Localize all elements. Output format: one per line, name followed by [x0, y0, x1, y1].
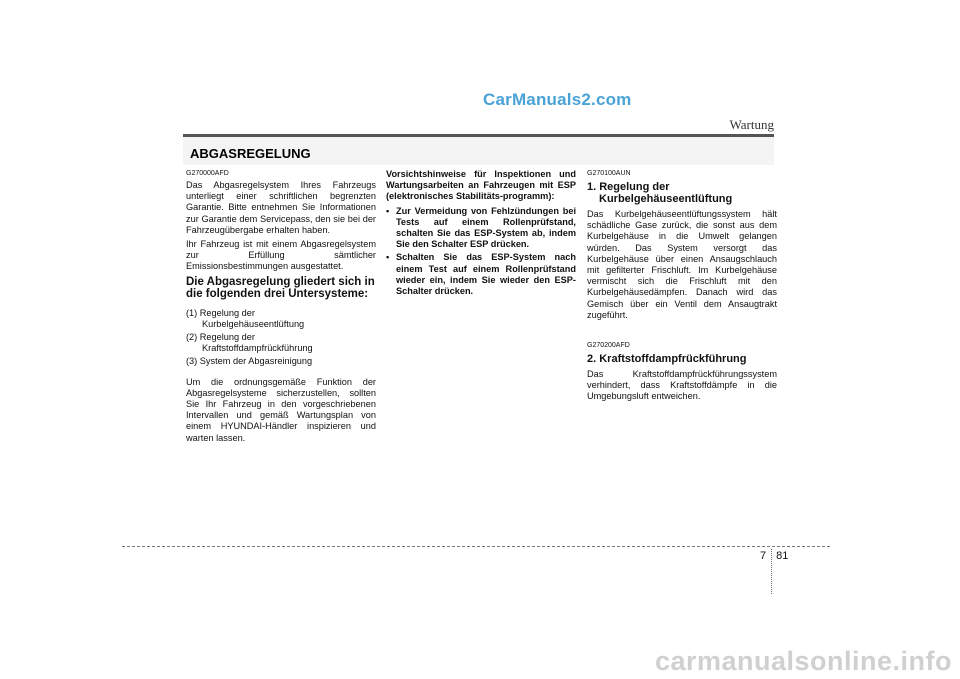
paragraph-evap: Das Kraftstoffdampfrückführungssystem verhindert, dass Kraftstoffdämpfe in die Umgebungsluft entweichen.	[587, 369, 777, 402]
crankcase-heading-line2: Kurbelgehäuseentlüftung	[599, 193, 733, 205]
paragraph-warranty: Das Abgasregelsystem Ihres Fahrzeugs unterliegt einer schriftlichen begrenzten Garantie. Bitte entnehmen Sie Informationen zur Garantie dem Servicepass, den sie bei der Fahrzeugübergabe erhalten haben.	[186, 180, 376, 235]
list-item	[186, 332, 376, 354]
list-item	[186, 308, 376, 330]
column-left	[186, 169, 376, 447]
crankcase-heading	[587, 181, 777, 205]
chapter-title: ABGASREGELUNG	[190, 146, 311, 161]
page-number-value: 81	[776, 550, 789, 562]
list-item	[186, 356, 376, 367]
list-item-label: (2) Regelung der	[186, 332, 255, 343]
doc-code: G270000AFD	[186, 170, 229, 177]
chapter-number: 7	[760, 550, 767, 562]
evap-heading: 2. Kraftstoffdampfrückführung	[587, 353, 747, 366]
paragraph-maintenance: Um die ordnungsgemäße Funktion der Abgasregelsysteme sicherzustellen, sollten Sie Ihr Fahrzeug in den vorgeschriebenen Intervallen und gemäß Wartungsplan von einem HYUNDAI-Händler inspizieren und warten lassen.	[186, 376, 376, 443]
column-right	[587, 169, 777, 406]
paragraph-crankcase: Das Kurbelgehäuseentlüftungssystem hält schädliche Gase zurück, die sonst aus dem Kurbelgehäuse in die Umwelt gelangen würden. Das System versorgt das Kurbelgehäuse über einen Ansaugschlauch mit gefilterter Frischluft. Im Kurbelgehäuse vermischt sich die Frischluft mit den Kurbelgehäusedämpfen. Danach wird das Gemisch über ein Ventil dem Ansaugtrakt zugeführt.	[587, 209, 777, 320]
list-item-label: (3) System der Abgasreinigung	[186, 356, 313, 367]
esp-intro: Vorsichtshinweise für Inspektionen und Wartungsarbeiten an Fahrzeugen mit ESP (elektronisches Stabilitäts-programm):	[386, 169, 576, 202]
footer-rule	[122, 546, 830, 547]
list-item-cont: Kraftstoffdampfrückführung	[202, 343, 313, 354]
esp-bullets	[386, 206, 576, 298]
list-item-cont: Kurbelgehäuseentlüftung	[202, 318, 305, 329]
doc-code: G270200AFD	[587, 342, 630, 350]
page-number	[760, 550, 788, 562]
paragraph-system: Ihr Fahrzeug ist mit einem Abgasregelsystem zur Erfüllung sämtlicher Emissionsbestimmungen ausgestattet.	[186, 239, 376, 272]
section-title: Wartung	[729, 117, 774, 132]
bullet-item: • Schalten Sie das ESP-System nach einem Test auf einem Rollenprüfstand wieder ein, indem Sie wieder den ESP-Schalter drücken.	[386, 252, 576, 297]
column-middle	[386, 169, 576, 299]
subsystems-heading: Die Abgasregelung gliedert sich in die folgenden drei Untersysteme:	[186, 275, 375, 300]
subsystem-list	[186, 308, 376, 368]
list-item-label: (1) Regelung der	[186, 307, 255, 318]
crankcase-heading-line1: 1. Regelung der	[587, 181, 670, 193]
bullet-item: • Zur Vermeidung von Fehlzündungen bei Tests auf einem Rollenprüfstand, schalten Sie das ESP-System ab, indem Sie den Schalter ESP drücken.	[386, 206, 576, 251]
watermark-carmanuals2: CarManuals2.com	[483, 90, 632, 109]
doc-code: G270100AUN	[587, 170, 631, 177]
watermark-carmanualsonline: carmanualsonline.info	[654, 646, 952, 676]
